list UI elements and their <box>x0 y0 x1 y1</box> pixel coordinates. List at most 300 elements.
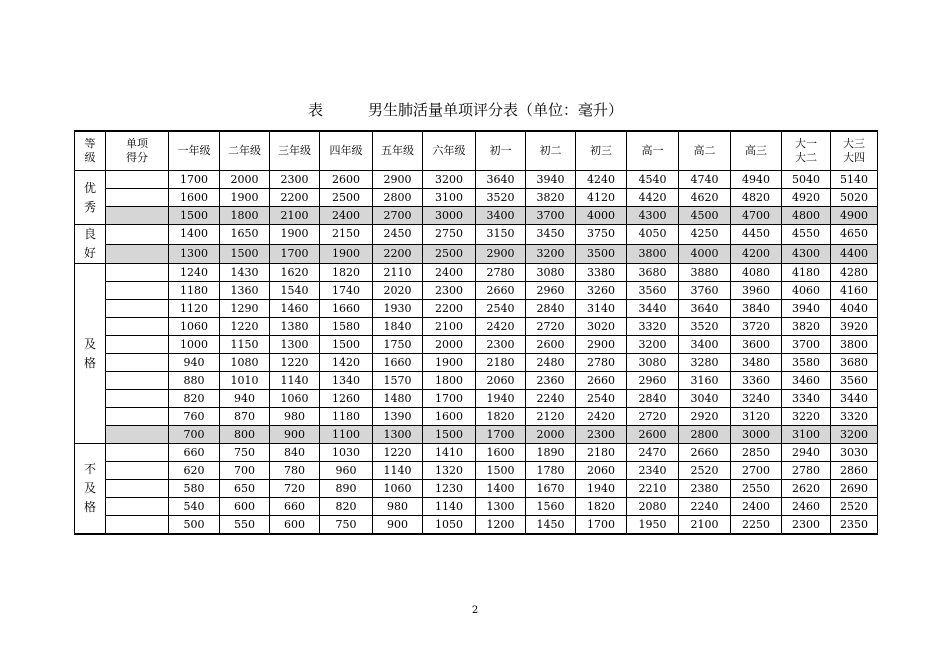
value-cell: 1060 <box>169 318 220 336</box>
value-cell: 1900 <box>220 189 270 207</box>
value-cell: 1380 <box>270 318 320 336</box>
score-cell <box>106 480 169 498</box>
value-cell: 1670 <box>526 480 576 498</box>
header-level: 等 级 <box>75 131 106 171</box>
value-cell: 3580 <box>782 354 831 372</box>
value-cell: 5040 <box>782 171 831 189</box>
value-cell: 1660 <box>373 354 423 372</box>
value-cell: 5020 <box>831 189 878 207</box>
score-cell <box>106 462 169 480</box>
value-cell: 5140 <box>831 171 878 189</box>
value-cell: 1120 <box>169 300 220 318</box>
header-senior3: 高三 <box>731 131 782 171</box>
table-row <box>75 390 878 408</box>
value-cell: 3820 <box>782 318 831 336</box>
score-cell <box>106 300 169 318</box>
value-cell: 500 <box>169 516 220 535</box>
value-cell: 1140 <box>373 462 423 480</box>
value-cell: 2250 <box>731 516 782 535</box>
value-cell: 900 <box>270 426 320 444</box>
value-cell: 1050 <box>423 516 476 535</box>
value-cell: 1180 <box>169 282 220 300</box>
value-cell: 2690 <box>831 480 878 498</box>
value-cell: 1780 <box>526 462 576 480</box>
value-cell: 3700 <box>526 207 576 225</box>
value-cell: 1080 <box>220 354 270 372</box>
value-cell: 3080 <box>526 264 576 282</box>
value-cell: 940 <box>220 390 270 408</box>
value-cell: 3400 <box>679 336 731 354</box>
value-cell: 2150 <box>320 225 373 245</box>
value-cell: 4060 <box>782 282 831 300</box>
value-cell: 4000 <box>679 244 731 264</box>
table-row <box>75 516 878 535</box>
table-row <box>75 189 878 207</box>
value-cell: 2300 <box>270 171 320 189</box>
value-cell: 4160 <box>831 282 878 300</box>
table-body <box>75 171 878 535</box>
value-cell: 2200 <box>270 189 320 207</box>
value-cell: 1300 <box>169 244 220 264</box>
value-cell: 3040 <box>679 390 731 408</box>
value-cell: 2800 <box>373 189 423 207</box>
value-cell: 1430 <box>220 264 270 282</box>
value-cell: 700 <box>220 462 270 480</box>
title-prefix: 表 <box>308 101 324 119</box>
score-cell <box>106 408 169 426</box>
value-cell: 1460 <box>270 300 320 318</box>
value-cell: 2200 <box>373 244 423 264</box>
value-cell: 1480 <box>373 390 423 408</box>
value-cell: 900 <box>373 516 423 535</box>
value-cell: 2600 <box>627 426 679 444</box>
value-cell: 4450 <box>731 225 782 245</box>
value-cell: 1580 <box>320 318 373 336</box>
value-cell: 2860 <box>831 462 878 480</box>
value-cell: 3120 <box>731 408 782 426</box>
value-cell: 1820 <box>320 264 373 282</box>
value-cell: 4500 <box>679 207 731 225</box>
value-cell: 1900 <box>320 244 373 264</box>
value-cell: 3680 <box>627 264 679 282</box>
value-cell: 1060 <box>270 390 320 408</box>
value-cell: 1700 <box>169 171 220 189</box>
value-cell: 3000 <box>731 426 782 444</box>
value-cell: 1010 <box>220 372 270 390</box>
value-cell: 2080 <box>627 498 679 516</box>
value-cell: 1220 <box>220 318 270 336</box>
table-row <box>75 480 878 498</box>
value-cell: 4200 <box>731 244 782 264</box>
value-cell: 2780 <box>782 462 831 480</box>
value-cell: 2300 <box>423 282 476 300</box>
value-cell: 1940 <box>476 390 526 408</box>
value-cell: 2520 <box>831 498 878 516</box>
value-cell: 800 <box>220 426 270 444</box>
value-cell: 2100 <box>679 516 731 535</box>
table-row <box>75 336 878 354</box>
value-cell: 1570 <box>373 372 423 390</box>
value-cell: 3680 <box>831 354 878 372</box>
table-row <box>75 462 878 480</box>
value-cell: 1890 <box>526 444 576 462</box>
value-cell: 2000 <box>526 426 576 444</box>
value-cell: 580 <box>169 480 220 498</box>
value-cell: 2500 <box>423 244 476 264</box>
value-cell: 2520 <box>679 462 731 480</box>
value-cell: 750 <box>320 516 373 535</box>
score-cell <box>106 264 169 282</box>
value-cell: 1660 <box>320 300 373 318</box>
value-cell: 3320 <box>627 318 679 336</box>
value-cell: 3800 <box>627 244 679 264</box>
score-table-container <box>74 130 877 532</box>
value-cell: 1400 <box>476 480 526 498</box>
value-cell: 1030 <box>320 444 373 462</box>
value-cell: 2720 <box>627 408 679 426</box>
value-cell: 3100 <box>423 189 476 207</box>
value-cell: 2900 <box>476 244 526 264</box>
value-cell: 4800 <box>782 207 831 225</box>
value-cell: 980 <box>373 498 423 516</box>
value-cell: 840 <box>270 444 320 462</box>
value-cell: 4420 <box>627 189 679 207</box>
value-cell: 3700 <box>782 336 831 354</box>
value-cell: 1360 <box>220 282 270 300</box>
score-cell <box>106 390 169 408</box>
value-cell: 1600 <box>476 444 526 462</box>
vital-capacity-score-table <box>74 130 878 535</box>
value-cell: 2780 <box>476 264 526 282</box>
value-cell: 3520 <box>476 189 526 207</box>
value-cell: 2800 <box>679 426 731 444</box>
value-cell: 2660 <box>476 282 526 300</box>
value-cell: 3240 <box>731 390 782 408</box>
header-score: 单项 得分 <box>106 131 169 171</box>
value-cell: 1700 <box>423 390 476 408</box>
table-row <box>75 498 878 516</box>
value-cell: 1060 <box>373 480 423 498</box>
value-cell: 2900 <box>373 171 423 189</box>
value-cell: 4240 <box>576 171 627 189</box>
value-cell: 660 <box>270 498 320 516</box>
score-cell <box>106 282 169 300</box>
value-cell: 2020 <box>373 282 423 300</box>
value-cell: 4300 <box>782 244 831 264</box>
value-cell: 4940 <box>731 171 782 189</box>
value-cell: 660 <box>169 444 220 462</box>
level-cell: 及 格 <box>75 264 106 444</box>
value-cell: 1840 <box>373 318 423 336</box>
value-cell: 2840 <box>627 390 679 408</box>
level-cell: 良 好 <box>75 225 106 264</box>
value-cell: 1600 <box>169 189 220 207</box>
value-cell: 1300 <box>373 426 423 444</box>
value-cell: 1230 <box>423 480 476 498</box>
value-cell: 870 <box>220 408 270 426</box>
value-cell: 3360 <box>731 372 782 390</box>
value-cell: 4040 <box>831 300 878 318</box>
value-cell: 1290 <box>220 300 270 318</box>
score-cell <box>106 189 169 207</box>
value-cell: 4550 <box>782 225 831 245</box>
value-cell: 4620 <box>679 189 731 207</box>
value-cell: 2380 <box>679 480 731 498</box>
value-cell: 2300 <box>782 516 831 535</box>
value-cell: 3200 <box>627 336 679 354</box>
value-cell: 1740 <box>320 282 373 300</box>
value-cell: 600 <box>220 498 270 516</box>
value-cell: 1240 <box>169 264 220 282</box>
value-cell: 1260 <box>320 390 373 408</box>
value-cell: 1820 <box>476 408 526 426</box>
value-cell: 2300 <box>476 336 526 354</box>
title-text: 男生肺活量单项评分表（单位：毫升） <box>368 101 624 119</box>
score-cell <box>106 207 169 225</box>
value-cell: 4180 <box>782 264 831 282</box>
value-cell: 4400 <box>831 244 878 264</box>
value-cell: 2350 <box>831 516 878 535</box>
header-grade4: 四年级 <box>320 131 373 171</box>
value-cell: 3320 <box>831 408 878 426</box>
value-cell: 760 <box>169 408 220 426</box>
table-row <box>75 372 878 390</box>
table-title <box>0 100 950 120</box>
table-row <box>75 282 878 300</box>
score-cell <box>106 426 169 444</box>
value-cell: 1140 <box>423 498 476 516</box>
value-cell: 2460 <box>782 498 831 516</box>
value-cell: 2400 <box>423 264 476 282</box>
value-cell: 1220 <box>270 354 320 372</box>
value-cell: 3960 <box>731 282 782 300</box>
value-cell: 2240 <box>526 390 576 408</box>
value-cell: 4080 <box>731 264 782 282</box>
value-cell: 2340 <box>627 462 679 480</box>
value-cell: 2000 <box>423 336 476 354</box>
value-cell: 2240 <box>679 498 731 516</box>
header-junior2: 初二 <box>526 131 576 171</box>
value-cell: 3200 <box>831 426 878 444</box>
value-cell: 1390 <box>373 408 423 426</box>
value-cell: 4250 <box>679 225 731 245</box>
value-cell: 2900 <box>576 336 627 354</box>
level-cell: 优 秀 <box>75 171 106 225</box>
table-header <box>75 131 878 171</box>
value-cell: 650 <box>220 480 270 498</box>
value-cell: 1140 <box>270 372 320 390</box>
score-cell <box>106 318 169 336</box>
table-row <box>75 318 878 336</box>
value-cell: 2780 <box>576 354 627 372</box>
value-cell: 1500 <box>220 244 270 264</box>
score-cell <box>106 516 169 535</box>
value-cell: 2500 <box>320 189 373 207</box>
value-cell: 1200 <box>476 516 526 535</box>
value-cell: 2110 <box>373 264 423 282</box>
table-row <box>75 171 878 189</box>
table-row <box>75 244 878 264</box>
header-row <box>75 131 878 171</box>
value-cell: 3640 <box>476 171 526 189</box>
score-cell <box>106 244 169 264</box>
value-cell: 3200 <box>423 171 476 189</box>
value-cell: 2060 <box>576 462 627 480</box>
value-cell: 1500 <box>476 462 526 480</box>
value-cell: 4000 <box>576 207 627 225</box>
value-cell: 1560 <box>526 498 576 516</box>
value-cell: 1940 <box>576 480 627 498</box>
value-cell: 1450 <box>526 516 576 535</box>
value-cell: 3480 <box>731 354 782 372</box>
value-cell: 3600 <box>731 336 782 354</box>
value-cell: 1320 <box>423 462 476 480</box>
value-cell: 880 <box>169 372 220 390</box>
value-cell: 2300 <box>576 426 627 444</box>
value-cell: 2600 <box>526 336 576 354</box>
value-cell: 2940 <box>782 444 831 462</box>
value-cell: 700 <box>169 426 220 444</box>
value-cell: 3750 <box>576 225 627 245</box>
value-cell: 2180 <box>576 444 627 462</box>
value-cell: 1540 <box>270 282 320 300</box>
value-cell: 2700 <box>373 207 423 225</box>
header-senior2: 高二 <box>679 131 731 171</box>
value-cell: 2550 <box>731 480 782 498</box>
score-cell <box>106 354 169 372</box>
value-cell: 2100 <box>270 207 320 225</box>
value-cell: 1500 <box>423 426 476 444</box>
value-cell: 1950 <box>627 516 679 535</box>
score-cell <box>106 225 169 245</box>
value-cell: 3500 <box>576 244 627 264</box>
level-cell: 不 及 格 <box>75 444 106 535</box>
value-cell: 4300 <box>627 207 679 225</box>
value-cell: 890 <box>320 480 373 498</box>
value-cell: 1900 <box>423 354 476 372</box>
value-cell: 2540 <box>476 300 526 318</box>
score-cell <box>106 171 169 189</box>
value-cell: 1300 <box>270 336 320 354</box>
value-cell: 750 <box>220 444 270 462</box>
value-cell: 3450 <box>526 225 576 245</box>
value-cell: 4920 <box>782 189 831 207</box>
value-cell: 2720 <box>526 318 576 336</box>
value-cell: 4540 <box>627 171 679 189</box>
value-cell: 1410 <box>423 444 476 462</box>
value-cell: 1500 <box>320 336 373 354</box>
value-cell: 2470 <box>627 444 679 462</box>
value-cell: 1800 <box>423 372 476 390</box>
value-cell: 1180 <box>320 408 373 426</box>
header-grade3: 三年级 <box>270 131 320 171</box>
value-cell: 2960 <box>526 282 576 300</box>
value-cell: 1700 <box>270 244 320 264</box>
value-cell: 1820 <box>576 498 627 516</box>
value-cell: 2450 <box>373 225 423 245</box>
value-cell: 3640 <box>679 300 731 318</box>
value-cell: 4280 <box>831 264 878 282</box>
value-cell: 2420 <box>476 318 526 336</box>
header-senior1: 高一 <box>627 131 679 171</box>
value-cell: 4700 <box>731 207 782 225</box>
value-cell: 1650 <box>220 225 270 245</box>
value-cell: 3280 <box>679 354 731 372</box>
value-cell: 980 <box>270 408 320 426</box>
value-cell: 3440 <box>627 300 679 318</box>
value-cell: 550 <box>220 516 270 535</box>
value-cell: 1400 <box>169 225 220 245</box>
header-college12: 大一 大二 <box>782 131 831 171</box>
value-cell: 940 <box>169 354 220 372</box>
value-cell: 4900 <box>831 207 878 225</box>
table-row <box>75 426 878 444</box>
value-cell: 3100 <box>782 426 831 444</box>
value-cell: 2600 <box>320 171 373 189</box>
score-cell <box>106 336 169 354</box>
value-cell: 2660 <box>679 444 731 462</box>
value-cell: 2700 <box>731 462 782 480</box>
value-cell: 2000 <box>220 171 270 189</box>
table-row <box>75 207 878 225</box>
page-number: 2 <box>471 605 479 616</box>
value-cell: 2100 <box>423 318 476 336</box>
value-cell: 2840 <box>526 300 576 318</box>
value-cell: 3000 <box>423 207 476 225</box>
value-cell: 4820 <box>731 189 782 207</box>
value-cell: 2960 <box>627 372 679 390</box>
value-cell: 3940 <box>526 171 576 189</box>
value-cell: 3440 <box>831 390 878 408</box>
value-cell: 3760 <box>679 282 731 300</box>
value-cell: 3380 <box>576 264 627 282</box>
value-cell: 2200 <box>423 300 476 318</box>
value-cell: 3160 <box>679 372 731 390</box>
value-cell: 1800 <box>220 207 270 225</box>
value-cell: 2180 <box>476 354 526 372</box>
value-cell: 2400 <box>731 498 782 516</box>
value-cell: 3150 <box>476 225 526 245</box>
value-cell: 4740 <box>679 171 731 189</box>
value-cell: 3220 <box>782 408 831 426</box>
value-cell: 3030 <box>831 444 878 462</box>
header-grade1: 一年级 <box>169 131 220 171</box>
value-cell: 1150 <box>220 336 270 354</box>
header-grade5: 五年级 <box>373 131 423 171</box>
score-cell <box>106 372 169 390</box>
value-cell: 2360 <box>526 372 576 390</box>
value-cell: 3560 <box>627 282 679 300</box>
value-cell: 3720 <box>731 318 782 336</box>
value-cell: 1620 <box>270 264 320 282</box>
value-cell: 2400 <box>320 207 373 225</box>
value-cell: 4050 <box>627 225 679 245</box>
value-cell: 1300 <box>476 498 526 516</box>
value-cell: 2540 <box>576 390 627 408</box>
table-row <box>75 444 878 462</box>
value-cell: 600 <box>270 516 320 535</box>
value-cell: 1340 <box>320 372 373 390</box>
table-row <box>75 408 878 426</box>
value-cell: 2060 <box>476 372 526 390</box>
value-cell: 1100 <box>320 426 373 444</box>
value-cell: 1420 <box>320 354 373 372</box>
header-grade2: 二年级 <box>220 131 270 171</box>
value-cell: 1930 <box>373 300 423 318</box>
header-grade6: 六年级 <box>423 131 476 171</box>
value-cell: 3560 <box>831 372 878 390</box>
value-cell: 2420 <box>576 408 627 426</box>
